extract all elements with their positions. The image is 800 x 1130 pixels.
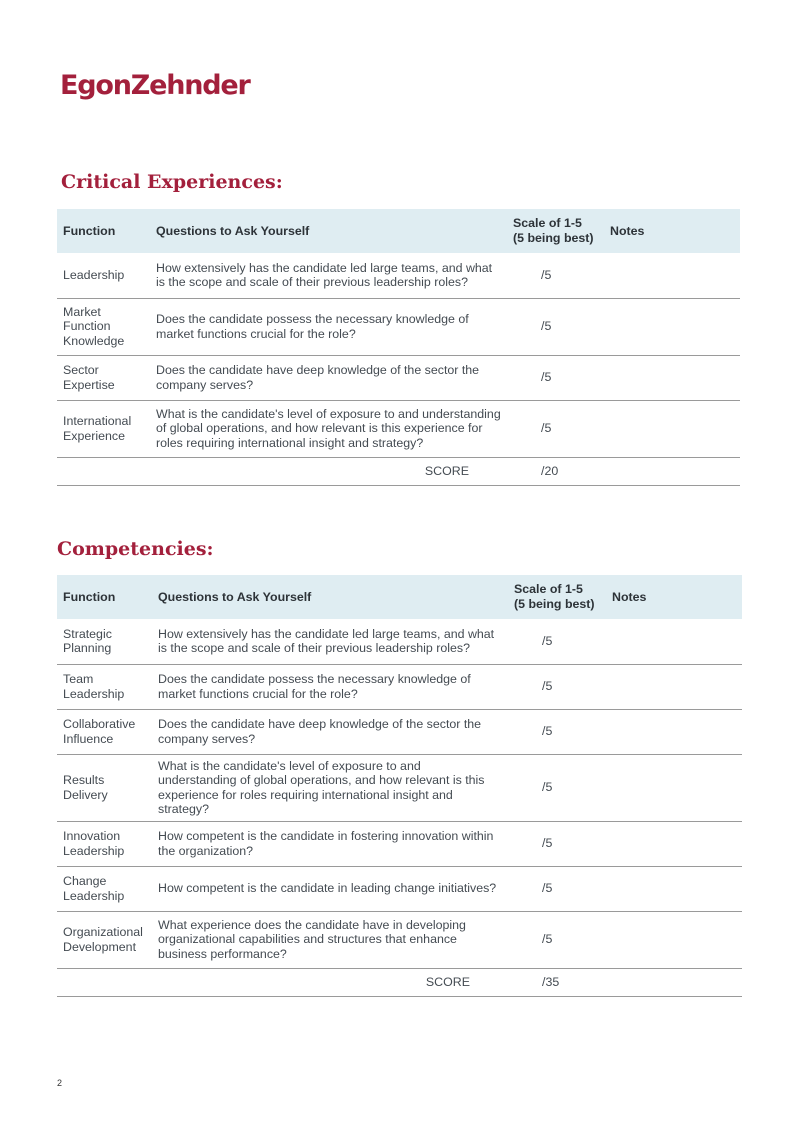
- score-notes: [606, 968, 742, 996]
- header-function: Function: [57, 575, 152, 619]
- scale-cell[interactable]: /5: [508, 866, 606, 911]
- notes-cell[interactable]: [604, 355, 740, 400]
- question-cell: What is the candidate's level of exposure to and understanding of global operations, and how relevant is this experience for roles requiring international insight and strategy?: [152, 754, 508, 821]
- scale-cell[interactable]: /5: [507, 400, 604, 457]
- competencies-title: Competencies:: [57, 538, 214, 560]
- question-cell: How competent is the candidate in leading change initiatives?: [152, 866, 508, 911]
- notes-cell[interactable]: [606, 664, 742, 709]
- scale-cell[interactable]: /5: [508, 664, 606, 709]
- score-value[interactable]: /35: [508, 968, 606, 996]
- header-scale: [508, 575, 606, 619]
- table-row: [57, 253, 740, 298]
- function-cell: Innovation Leadership: [57, 821, 152, 866]
- notes-cell[interactable]: [606, 866, 742, 911]
- function-cell: Team Leadership: [57, 664, 152, 709]
- scale-cell[interactable]: /5: [508, 911, 606, 968]
- table-header-row: [57, 575, 742, 619]
- function-cell: Market Function Knowledge: [57, 298, 150, 355]
- notes-cell[interactable]: [606, 754, 742, 821]
- score-spacer: [57, 968, 152, 996]
- question-cell: Does the candidate possess the necessary knowledge of market functions crucial for the role?: [152, 664, 508, 709]
- header-questions: Questions to Ask Yourself: [150, 209, 507, 253]
- table-row: [57, 821, 742, 866]
- score-spacer: [57, 457, 150, 485]
- notes-cell[interactable]: [604, 400, 740, 457]
- score-row: [57, 968, 742, 996]
- notes-cell[interactable]: [606, 619, 742, 664]
- function-cell: Strategic Planning: [57, 619, 152, 664]
- header-function: Function: [57, 209, 150, 253]
- question-cell: What is the candidate's level of exposure to and understanding of global operations, and how relevant is this experience for roles requiring international insight and strategy?: [150, 400, 507, 457]
- scale-cell[interactable]: /5: [507, 253, 604, 298]
- question-cell: How competent is the candidate in fostering innovation within the organization?: [152, 821, 508, 866]
- table-row: [57, 298, 740, 355]
- question-cell: What experience does the candidate have in developing organizational capabilities and structures that enhance business performance?: [152, 911, 508, 968]
- score-notes: [604, 457, 740, 485]
- scale-cell[interactable]: /5: [507, 298, 604, 355]
- function-cell: Collaborative Influence: [57, 709, 152, 754]
- score-label: SCORE: [150, 457, 507, 485]
- function-cell: Results Delivery: [57, 754, 152, 821]
- header-scale-line2: (5 being best): [513, 231, 594, 245]
- function-cell: Organizational Development: [57, 911, 152, 968]
- notes-cell[interactable]: [606, 709, 742, 754]
- scale-cell[interactable]: /5: [508, 709, 606, 754]
- notes-cell[interactable]: [606, 911, 742, 968]
- table-row: [57, 754, 742, 821]
- header-notes: Notes: [606, 575, 742, 619]
- table-row: [57, 400, 740, 457]
- competencies-table: [57, 575, 742, 997]
- function-cell: International Experience: [57, 400, 150, 457]
- notes-cell[interactable]: [604, 298, 740, 355]
- function-cell: Leadership: [57, 253, 150, 298]
- critical-experiences-table: [57, 209, 740, 486]
- score-row: [57, 457, 740, 485]
- question-cell: Does the candidate have deep knowledge of the sector the company serves?: [150, 355, 507, 400]
- header-scale-line1: Scale of 1-5: [513, 216, 582, 230]
- table-row: [57, 355, 740, 400]
- question-cell: How extensively has the candidate led large teams, and what is the scope and scale of their previous leadership roles?: [150, 253, 507, 298]
- critical-experiences-title: Critical Experiences:: [61, 171, 283, 193]
- header-scale-line2: (5 being best): [514, 597, 595, 611]
- page-number: 2: [57, 1078, 63, 1088]
- header-notes: Notes: [604, 209, 740, 253]
- score-value[interactable]: /20: [507, 457, 604, 485]
- table-row: [57, 866, 742, 911]
- notes-cell[interactable]: [604, 253, 740, 298]
- table-row: [57, 709, 742, 754]
- table-row: [57, 911, 742, 968]
- function-cell: Change Leadership: [57, 866, 152, 911]
- score-label: SCORE: [152, 968, 508, 996]
- table-row: [57, 664, 742, 709]
- header-scale-line1: Scale of 1-5: [514, 582, 583, 596]
- question-cell: Does the candidate have deep knowledge of the sector the company serves?: [152, 709, 508, 754]
- header-questions: Questions to Ask Yourself: [152, 575, 508, 619]
- scale-cell[interactable]: /5: [507, 355, 604, 400]
- scale-cell[interactable]: /5: [508, 821, 606, 866]
- scale-cell[interactable]: /5: [508, 754, 606, 821]
- question-cell: How extensively has the candidate led large teams, and what is the scope and scale of their previous leadership roles?: [152, 619, 508, 664]
- header-scale: [507, 209, 604, 253]
- table-row: [57, 619, 742, 664]
- table-header-row: [57, 209, 740, 253]
- question-cell: Does the candidate possess the necessary knowledge of market functions crucial for the role?: [150, 298, 507, 355]
- scale-cell[interactable]: /5: [508, 619, 606, 664]
- function-cell: Sector Expertise: [57, 355, 150, 400]
- egon-zehnder-logo: EgonZehnder: [60, 70, 250, 101]
- notes-cell[interactable]: [606, 821, 742, 866]
